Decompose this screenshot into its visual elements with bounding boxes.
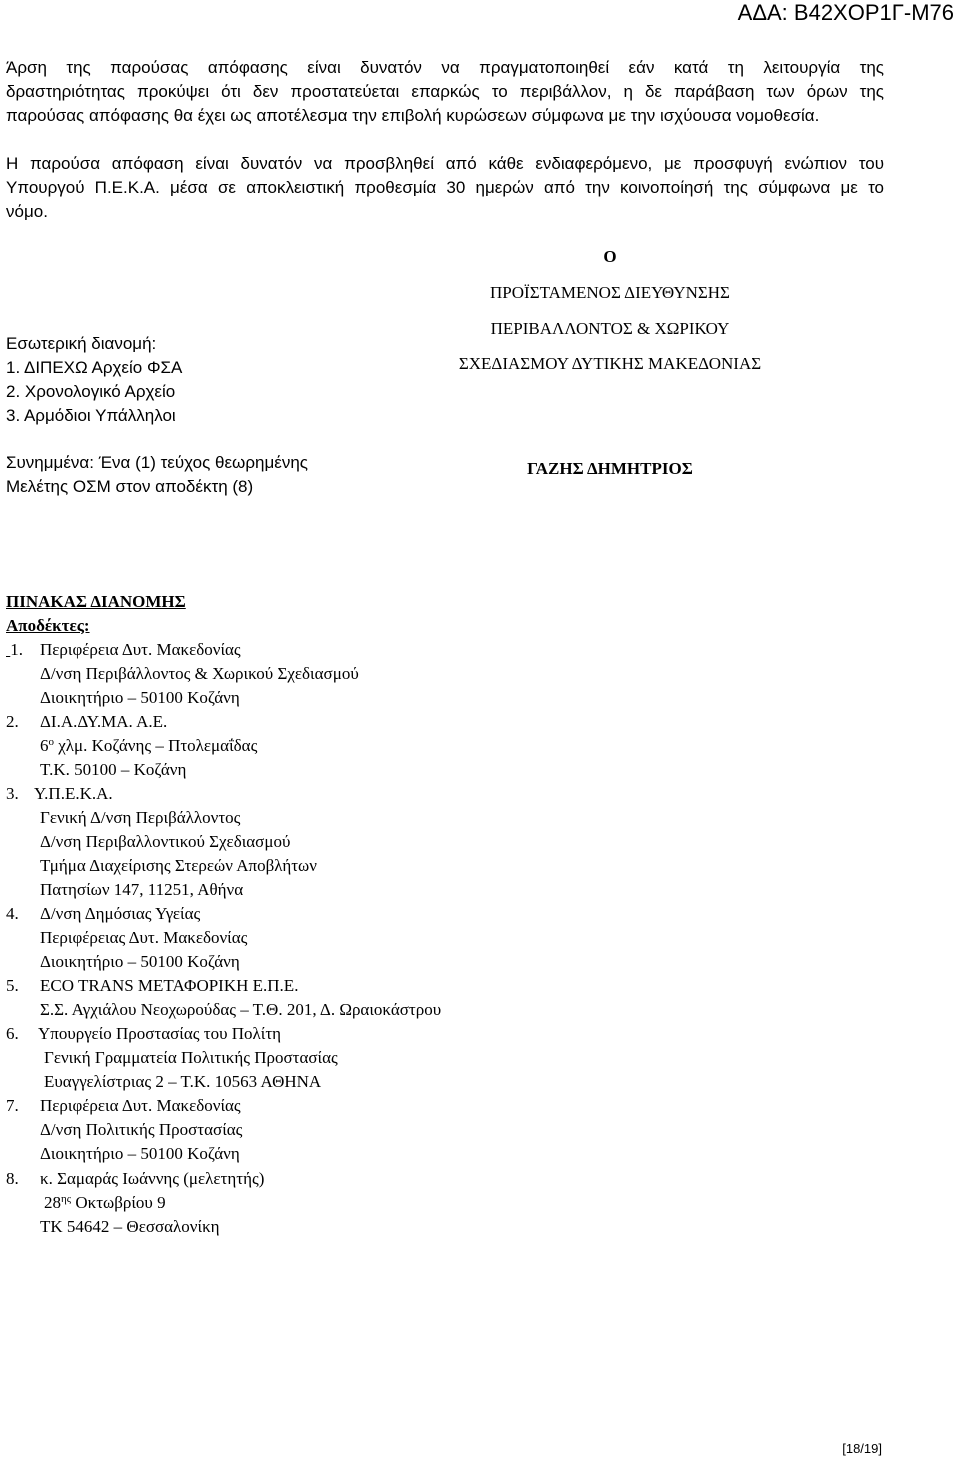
recipient-line: κ. Σαμαράς Ιωάννης (μελετητής): [40, 1169, 265, 1188]
paragraph-line: Η παρούσα απόφαση είναι δυνατόν να προσβληθεί από κάθε ενδιαφερόμενο, με προσφυγή ενώπιον του: [6, 154, 884, 173]
recipient-number: 3.: [6, 784, 19, 803]
recipient-line: Περιφέρειας Δυτ. Μακεδονίας: [40, 928, 248, 947]
internal-distribution-item: 1. ΔΙΠΕΧΩ Αρχείο ΦΣΑ: [6, 358, 183, 377]
recipient-line: 6$^o$ χλμ. Κοζάνης – Πτολεμαΐδας: [40, 736, 258, 755]
recipient-line: $28^{\eta\varsigma}$ Οκτωβρίου 9: [44, 1193, 166, 1212]
attachments-line: Συνημμένα: Ένα (1) τεύχος θεωρημένης: [6, 453, 308, 472]
recipient-line: Διοικητήριο – 50100 Κοζάνη: [40, 688, 240, 707]
recipient-line: Υ.Π.Ε.Κ.Α.: [34, 784, 113, 803]
recipient-number: 4.: [6, 904, 19, 923]
recipient-line: Πατησίων 147, 11251, Αθήνα: [40, 880, 244, 899]
internal-distribution-item: 3. Αρμόδιοι Υπάλληλοι: [6, 406, 176, 425]
recipient-number: 1.: [10, 640, 23, 659]
ada-code: ΑΔΑ: Β42ΧΟΡ1Γ-Μ76: [737, 0, 954, 25]
recipient-line: Τμήμα Διαχείρισης Στερεών Αποβλήτων: [40, 856, 317, 875]
recipient-line: Περιφέρεια Δυτ. Μακεδονίας: [40, 640, 241, 659]
recipient-number: 8.: [6, 1169, 19, 1188]
recipient-line: Δ/νση Πολιτικής Προστασίας: [40, 1120, 243, 1139]
recipient-number: 6.: [6, 1024, 19, 1043]
attachments-line: Μελέτης ΟΣΜ στον αποδέκτη (8): [6, 477, 254, 496]
internal-distribution-item: 2. Χρονολογικό Αρχείο: [6, 382, 176, 401]
recipient-line: Δ/νση Περιβάλλοντος & Χωρικού Σχεδιασμού: [40, 664, 359, 683]
recipient-number: 5.: [6, 976, 19, 995]
recipient-line: Γενική Δ/νση Περιβάλλοντος: [40, 808, 241, 827]
paragraph-line: παρούσας απόφασης θα έχει ως αποτέλεσμα την επιβολή κυρώσεων σύμφωνα με την ισχύουσα νομοθεσία.: [6, 106, 820, 125]
signature-o: Ο: [603, 247, 617, 266]
recipient-line: Σ.Σ. Αγχιάλου Νεοχωρούδας – Τ.Θ. 201, Δ. Ωραιοκάστρου: [40, 1000, 442, 1019]
distribution-title: ΠΙΝΑΚΑΣ ΔΙΑΝΟΜΗΣ: [6, 592, 186, 611]
internal-distribution-title: Εσωτερική διανομή:: [6, 334, 157, 353]
recipient-line: Διοικητήριο – 50100 Κοζάνη: [40, 1144, 240, 1163]
recipient-line: Γενική Γραμματεία Πολιτικής Προστασίας: [44, 1048, 338, 1067]
paragraph-line: δραστηριότητας προκύψει ότι δεν προστατεύεται επαρκώς το περιβάλλον, η δε παράβαση των όρων της: [6, 82, 884, 101]
paragraph-line: Άρση της παρούσας απόφασης είναι δυνατόν να πραγματοποιηθεί εάν κατά τη λειτουργία της: [6, 58, 884, 77]
signature-title-line: ΠΕΡΙΒΑΛΛΟΝΤΟΣ & ΧΩΡΙΚΟΥ: [490, 319, 730, 338]
recipient-line: ΔΙ.Α.ΔΥ.ΜΑ. Α.Ε.: [40, 712, 168, 731]
recipient-line: Διοικητήριο – 50100 Κοζάνη: [40, 952, 240, 971]
recipient-line: Ευαγγελίστριας 2 – Τ.Κ. 10563 ΑΘΗΝΑ: [44, 1072, 322, 1091]
recipient-line: Περιφέρεια Δυτ. Μακεδονίας: [40, 1096, 241, 1115]
recipient-line: ECO TRANS ΜΕΤΑΦΟΡΙΚΗ Ε.Π.Ε.: [40, 976, 299, 995]
recipient-line: Δ/νση Περιβαλλοντικού Σχεδιασμού: [40, 832, 291, 851]
signatory-name: ΓΑΖΗΣ ΔΗΜΗΤΡΙΟΣ: [527, 459, 693, 478]
paragraph-line: νόμο.: [6, 202, 48, 221]
recipient-line: Δ/νση Δημόσιας Υγείας: [40, 904, 201, 923]
recipient-number: 2.: [6, 712, 19, 731]
page-number: [18/19]: [842, 1441, 882, 1456]
recipient-line: Υπουργείο Προστασίας του Πολίτη: [38, 1024, 282, 1043]
recipients-label: Αποδέκτες:: [6, 616, 90, 635]
signature-title-line: ΠΡΟΪΣΤΑΜΕΝΟΣ ΔΙΕΥΘΥΝΣΗΣ: [490, 283, 730, 302]
signature-title-line: ΣΧΕΔΙΑΣΜΟΥ ΔΥΤΙΚΗΣ ΜΑΚΕΔΟΝΙΑΣ: [458, 354, 762, 373]
recipient-line: ΤΚ 54642 – Θεσσαλονίκη: [40, 1217, 220, 1236]
recipient-line: Τ.Κ. 50100 – Κοζάνη: [40, 760, 187, 779]
paragraph-line: Υπουργού Π.Ε.Κ.Α. μέσα σε αποκλειστική προθεσμία 30 ημερών από την κοινοποίησή της σύμφωνα με το: [6, 178, 884, 197]
recipient-number: 7.: [6, 1096, 19, 1115]
